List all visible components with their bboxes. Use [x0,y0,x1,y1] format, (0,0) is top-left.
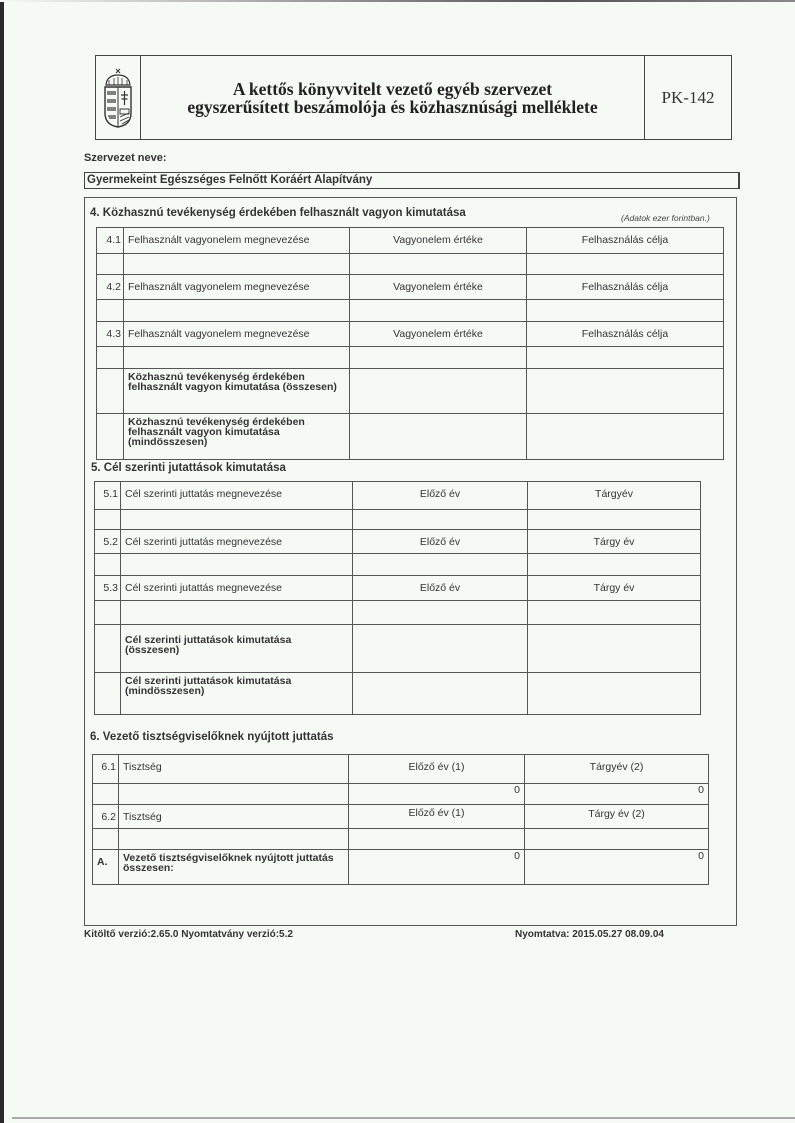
table-row [95,601,701,625]
row-index: 5.2 [95,530,121,554]
table-row [95,554,701,576]
column-label: Vagyonelem értéke [350,322,527,347]
table-row [95,530,701,554]
empty-cell [95,554,121,576]
form-code: PK-142 [661,87,715,107]
column-label: Cél szerinti jutattás megnevezése [121,576,353,601]
column-label: Felhasznált vagyonelem megnevezése [124,228,350,254]
grand-total-value-field[interactable] [350,414,527,460]
current-year-field[interactable] [528,601,701,625]
organization-name-field[interactable]: Gyermekeint Egészséges Felnőtt Koráért Alapítvány [84,172,740,189]
table-row [93,755,709,784]
form-title-line2: egyszerűsített beszámolója és közhasznúsági melléklete [187,96,598,117]
empty-cell [97,300,124,322]
asset-value-field[interactable] [350,347,527,369]
column-label: Cél szerinti juttatás megnevezése [121,482,353,510]
column-label: Vagyonelem értéke [350,228,527,254]
table-row [97,369,724,414]
grand-total-value-field[interactable] [527,414,724,460]
grand-total-value-field[interactable] [353,673,528,715]
table-row [95,576,701,601]
column-label: Előző év (1) [349,755,525,784]
table-row [93,805,709,829]
column-label: Előző év [353,482,528,510]
current-year-field[interactable]: 0 [525,784,709,805]
usage-purpose-field[interactable] [527,254,724,275]
total-label: Cél szerinti juttatások kimutatása (összesen) [121,625,353,673]
grand-total-label: Cél szerinti juttatások kimutatása (mindösszesen) [121,673,353,715]
current-year-field[interactable] [528,554,701,576]
column-label: Előző év [353,576,528,601]
total-value-field[interactable]: 0 [525,850,709,885]
column-label: Tárgy év [528,530,701,554]
total-label: Vezető tisztségviselőknek nyújtott juttatás összesen: [119,850,349,885]
table-row [95,510,701,530]
column-label: Felhasználás célja [527,228,724,254]
asset-name-field[interactable] [124,347,350,369]
table-row [97,254,724,275]
column-label: Felhasználás célja [527,322,724,347]
column-label: Tárgyév (2) [525,755,709,784]
asset-name-field[interactable] [124,300,350,322]
table-row [97,347,724,369]
section5-table [94,481,701,715]
grand-total-value-field[interactable] [528,673,701,715]
previous-year-field[interactable] [353,510,528,530]
empty-cell [95,625,121,673]
form-title [141,56,645,139]
table-row [95,625,701,673]
column-label: Felhasználás célja [527,275,724,300]
column-label: Vagyonelem értéke [350,275,527,300]
section6-title: 6. Vezető tisztségviselőknek nyújtott juttatás [90,731,334,743]
column-label: Tisztség [119,755,349,784]
total-value-field[interactable] [353,625,528,673]
previous-year-field[interactable] [353,601,528,625]
empty-cell [93,829,119,850]
row-index: 4.2 [97,275,124,300]
benefit-name-field[interactable] [121,601,353,625]
empty-cell [97,254,124,275]
scan-edge [12,1117,795,1119]
column-label: Tárgyév [528,482,701,510]
table-row [93,829,709,850]
table-row [97,322,724,347]
grand-total-label: Közhasznú tevékenység érdekében felhasznált vagyon kimutatása (mindösszesen) [124,414,350,460]
previous-year-field[interactable]: 0 [349,784,525,805]
previous-year-field[interactable] [353,554,528,576]
row-index: 4.3 [97,322,124,347]
table-row [93,784,709,805]
table-row [97,414,724,460]
total-value-field[interactable] [350,369,527,414]
empty-cell [97,414,124,460]
empty-cell [95,673,121,715]
form-header [95,55,732,140]
table-row [97,228,724,254]
asset-name-field[interactable] [124,254,350,275]
version-info: Kitöltő verzió:2.65.0 Nyomtatvány verzió:5.2 [84,929,293,940]
table-row [97,300,724,322]
scan-edge [0,0,4,1123]
row-index: 6.2 [93,805,119,829]
empty-cell [93,784,119,805]
column-label: Felhasznált vagyonelem megnevezése [124,322,350,347]
form-title-line1: A kettős könyvvitelt vezető egyéb szervezet [232,78,553,99]
row-index: 4.1 [97,228,124,254]
organization-label: Szervezet neve: [84,152,167,164]
table-row [95,673,701,715]
row-index: 5.3 [95,576,121,601]
print-timestamp: Nyomtatva: 2015.05.27 08.09.04 [515,929,664,940]
current-year-field[interactable] [525,829,709,850]
benefit-name-field[interactable] [121,510,353,530]
scan-edge [0,0,795,2]
section4-table [96,227,724,460]
asset-value-field[interactable] [350,300,527,322]
position-field[interactable] [119,784,349,805]
empty-cell [95,510,121,530]
total-label: Közhasznú tevékenység érdekében felhasznált vagyon kimutatása (összesen) [124,369,350,414]
section6-table [92,754,709,885]
section5-title: 5. Cél szerinti jutattások kimutatása [91,462,286,474]
column-label: Tárgy év (2) [525,805,709,829]
row-index: 6.1 [93,755,119,784]
column-label: Felhasznált vagyonelem megnevezése [124,275,350,300]
position-field[interactable] [119,829,349,850]
column-label: Előző év [353,530,528,554]
column-label: Előző év (1) [349,805,525,829]
usage-purpose-field[interactable] [527,347,724,369]
benefit-name-field[interactable] [121,554,353,576]
total-value-field[interactable]: 0 [349,850,525,885]
asset-value-field[interactable] [350,254,527,275]
total-value-field[interactable] [527,369,724,414]
empty-cell [97,369,124,414]
column-label: Tárgy év [528,576,701,601]
hungarian-coat-of-arms-icon [96,56,141,139]
current-year-field[interactable] [528,510,701,530]
table-row [95,482,701,510]
total-value-field[interactable] [528,625,701,673]
column-label: Cél szerinti juttatás megnevezése [121,530,353,554]
column-label: Tisztség [119,805,349,829]
unit-note: (Adatok ezer forintban.) [621,213,710,223]
table-row [93,850,709,885]
row-index: 5.1 [95,482,121,510]
row-index: A. [93,850,119,885]
usage-purpose-field[interactable] [527,300,724,322]
previous-year-field[interactable] [349,829,525,850]
empty-cell [95,601,121,625]
section4-title: 4. Közhasznú tevékenység érdekében felhasznált vagyon kimutatása [90,207,466,219]
table-row [97,275,724,300]
empty-cell [97,347,124,369]
